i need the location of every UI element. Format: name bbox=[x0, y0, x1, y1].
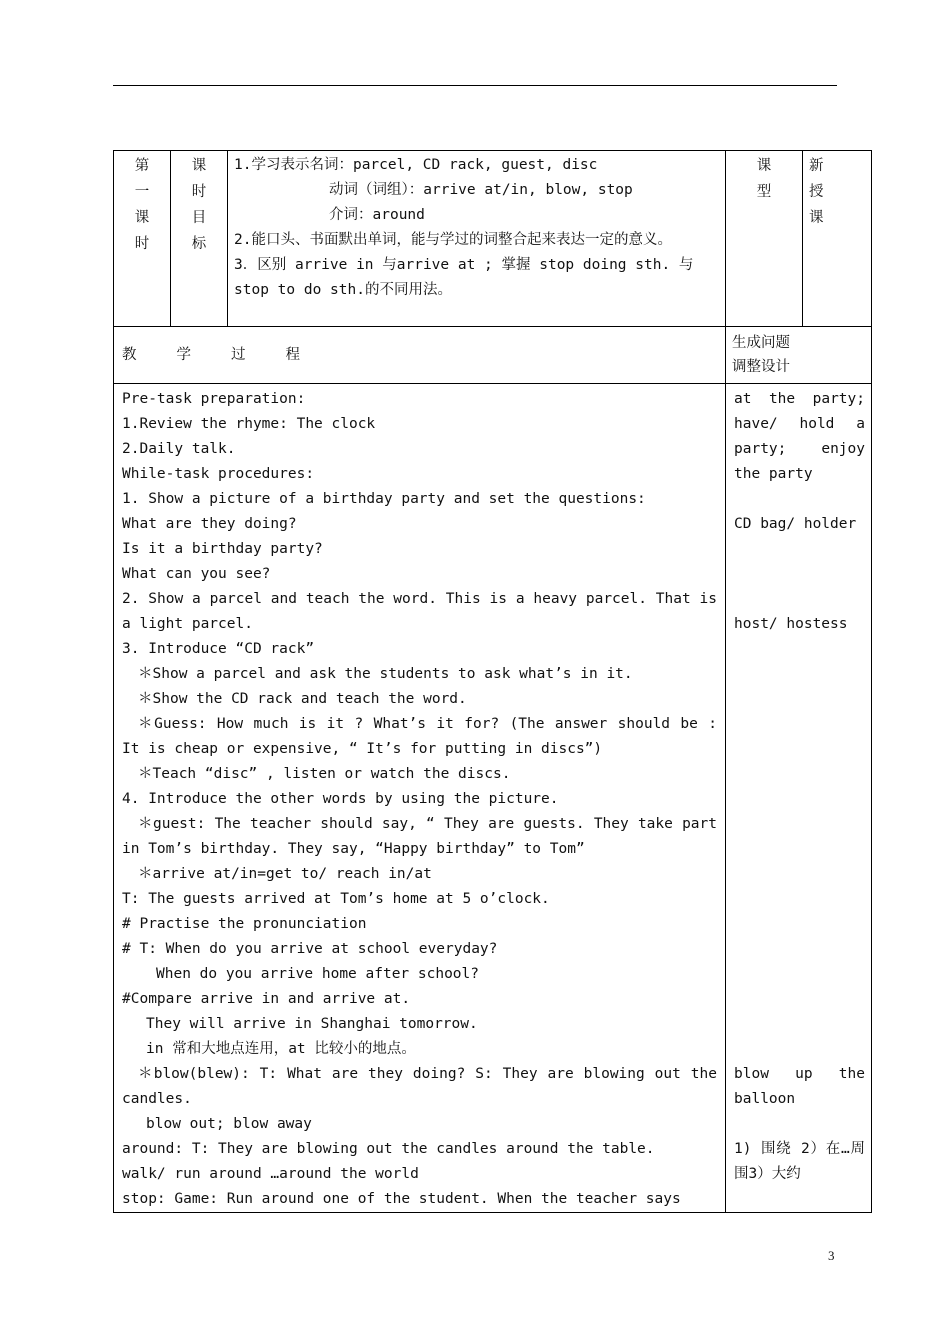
text-line: around: T: They are blowing out the candles around the table. bbox=[122, 1141, 655, 1157]
note: at the party; have/ hold a party; enjoy the party bbox=[734, 391, 865, 482]
process-label: 教 学 过 程 bbox=[114, 327, 726, 384]
note: 1) 围绕 2）在…周围3）大约 bbox=[734, 1141, 865, 1182]
objective-1-verbs: 动词（词组）：arrive at/in, blow, stop bbox=[329, 182, 633, 198]
header-rule bbox=[113, 85, 837, 86]
text-line: stop: Game: Run around one of the student. When the teacher says bbox=[122, 1191, 681, 1207]
text-line: 1. Show a picture of a birthday party and set the questions: bbox=[122, 491, 646, 507]
process-body-row bbox=[114, 384, 872, 1213]
type-label-cell: 课 型 bbox=[726, 151, 803, 327]
note bbox=[734, 537, 865, 562]
lesson-plan-table bbox=[113, 150, 872, 1213]
text-line: ＊guest: The teacher should say, “ They are guests. They take part in Tom’s birthday. They say, “Happy birthday” to Tom” bbox=[122, 816, 717, 857]
text-line: What can you see? bbox=[122, 566, 271, 582]
type-value-cell: 新 授 课 bbox=[803, 151, 872, 327]
text-line: Pre-task preparation: bbox=[122, 391, 306, 407]
lesson-number-cell: 第 一 课 时 bbox=[114, 151, 171, 327]
page-number: 3 bbox=[828, 1248, 835, 1263]
note: blow up the balloon bbox=[734, 1066, 865, 1107]
text-line: 2.Daily talk. bbox=[122, 441, 236, 457]
note: CD bag/ holder bbox=[734, 516, 857, 532]
text-line: ＊Show a parcel and ask the students to ask what’s in it. bbox=[138, 666, 633, 682]
procedure-text bbox=[114, 384, 726, 1213]
text-line: 1.Review the rhyme: The clock bbox=[122, 416, 376, 432]
text-line: They will arrive in Shanghai tomorrow. bbox=[146, 1016, 478, 1032]
objective-2: 2.能口头、书面默出单词，能与学过的词整合起来表达一定的意义。 bbox=[234, 232, 672, 248]
objective-1: 1.学习表示名词：parcel, CD rack, guest, disc bbox=[234, 157, 598, 173]
adjustment-header: 生成问题 调整设计 bbox=[726, 327, 872, 384]
note bbox=[734, 487, 865, 512]
note bbox=[734, 562, 865, 587]
text-line: What are they doing? bbox=[122, 516, 297, 532]
objective-row bbox=[114, 151, 872, 327]
text-line: ＊arrive at/in=get to/ reach in/at bbox=[138, 866, 432, 882]
objective-1-prep: 介词：around bbox=[329, 207, 425, 223]
text-line: walk/ run around …around the world bbox=[122, 1166, 419, 1182]
text-line: # Practise the pronunciation bbox=[122, 916, 367, 932]
text-line: ＊Teach “disc” , listen or watch the discs. bbox=[138, 766, 511, 782]
text-line: in 常和大地点连用，at 比较小的地点。 bbox=[146, 1041, 416, 1057]
text-line: #Compare arrive in and arrive at. bbox=[122, 991, 411, 1007]
adjustment-notes bbox=[726, 384, 872, 1213]
text-line: While-task procedures: bbox=[122, 466, 315, 482]
objective-label-cell: 课 时 目 标 bbox=[171, 151, 228, 327]
text-line: ＊Guess: How much is it ? What’s it for? (The answer should be : It is cheap or expensive, “ It’s for putting in discs”) bbox=[122, 716, 717, 757]
text-line: Is it a birthday party? bbox=[122, 541, 323, 557]
note: host/ hostess bbox=[734, 616, 848, 632]
note bbox=[734, 1112, 865, 1137]
text-line: ＊Show the CD rack and teach the word. bbox=[138, 691, 467, 707]
note bbox=[734, 587, 865, 612]
text-line: T: The guests arrived at Tom’s home at 5 o’clock. bbox=[122, 891, 550, 907]
text-line: 2. Show a parcel and teach the word. This is a heavy parcel. That is a light parcel. bbox=[122, 591, 717, 632]
objective-3: 3．区别 arrive in 与arrive at ; 掌握 stop doing sth. 与stop to do sth.的不同用法。 bbox=[234, 257, 694, 298]
text-line: 3. Introduce “CD rack” bbox=[122, 641, 315, 657]
text-line: blow out; blow away bbox=[146, 1116, 312, 1132]
objectives-cell bbox=[228, 151, 726, 327]
text-line: 4. Introduce the other words by using the picture. bbox=[122, 791, 559, 807]
text-line: ＊blow(blew): T: What are they doing? S: They are blowing out the candles. bbox=[122, 1066, 717, 1107]
text-line: # T: When do you arrive at school everyday? bbox=[122, 941, 498, 957]
process-header-row bbox=[114, 327, 872, 384]
text-line: When do you arrive home after school? bbox=[156, 966, 480, 982]
